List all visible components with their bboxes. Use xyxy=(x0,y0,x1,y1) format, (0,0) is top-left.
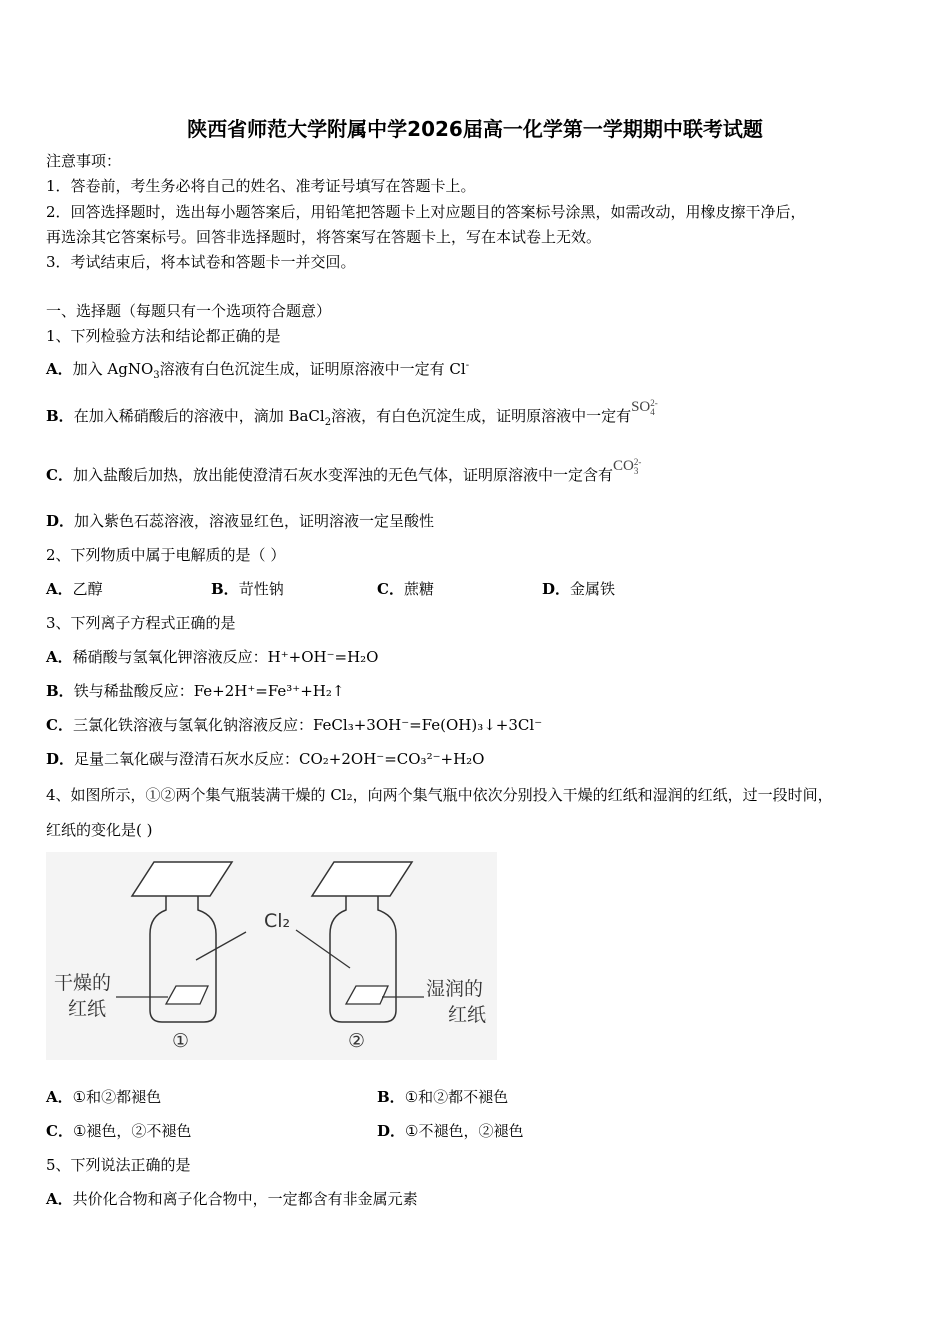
option-label: B． xyxy=(211,580,239,598)
dry-red-paper xyxy=(166,986,208,1004)
option-label: A． xyxy=(46,1088,73,1106)
option-text: ①不褪色，②褪色 xyxy=(405,1122,524,1140)
bottle-2-number: ② xyxy=(348,1030,366,1052)
pointer-line xyxy=(196,932,246,960)
chlorine-label: Cl₂ xyxy=(264,910,291,932)
option-label: D． xyxy=(46,750,75,768)
dry-paper-label-line2: 红纸 xyxy=(68,998,107,1020)
wet-paper-label-line1: 湿润的 xyxy=(426,978,484,1000)
option-text: 溶液有白色沉淀生成，证明原溶液中一定有 Cl xyxy=(159,360,466,378)
note-item: 3．考试结束后，将本试卷和答题卡一并交回。 xyxy=(46,253,356,271)
section-heading: 一、选择题（每题只有一个选项符合题意） xyxy=(46,302,332,320)
q3-option-c xyxy=(46,715,542,735)
option-label: A． xyxy=(46,1190,73,1208)
ion-subscript: 3 xyxy=(633,465,639,476)
q2-option-b xyxy=(211,579,284,599)
option-text: 稀硝酸与氢氧化钾溶液反应：H⁺+OH⁻=H₂O xyxy=(72,648,379,666)
notes-heading: 注意事项： xyxy=(46,152,122,170)
note-item: 再选涂其它答案标号。回答非选择题时，将答案写在答题卡上，写在本试卷上无效。 xyxy=(46,228,602,246)
question-3-stem: 3、下列离子方程式正确的是 xyxy=(46,614,236,632)
ion-charge: 2- xyxy=(633,456,642,467)
q4-option-b xyxy=(377,1087,508,1107)
question-5-stem: 5、下列说法正确的是 xyxy=(46,1156,191,1174)
q1-option-c xyxy=(46,456,642,486)
option-text: 加入 AgNO xyxy=(72,360,154,378)
subscript: 3 xyxy=(153,370,160,381)
option-label: C． xyxy=(46,466,73,484)
option-text: ①褪色，②不褪色 xyxy=(72,1122,192,1140)
carbonate-ion xyxy=(613,458,641,474)
option-text: 共价化合物和离子化合物中，一定都含有非金属元素 xyxy=(72,1190,418,1208)
gas-bottle-figure xyxy=(46,852,497,1060)
option-text: 金属铁 xyxy=(570,580,616,598)
option-text: ①和②都不褪色 xyxy=(404,1088,509,1106)
superscript: - xyxy=(465,360,470,371)
option-label: B． xyxy=(377,1088,405,1106)
subscript: 2 xyxy=(324,417,332,428)
q1-option-b xyxy=(46,397,658,428)
glass-cover-plate xyxy=(132,862,232,896)
glass-cover-plate xyxy=(312,862,412,896)
ion-charge: 2- xyxy=(650,397,658,408)
option-text: ①和②都褪色 xyxy=(72,1088,162,1106)
q2-option-d xyxy=(542,579,615,599)
option-label: A． xyxy=(46,648,73,666)
question-4-stem-cont: 红纸的变化是( ) xyxy=(46,821,153,839)
page-title: 陕西省师范大学附属中学2026届高一化学第一学期期中联考试题 xyxy=(187,117,763,141)
wet-paper-label-line2: 红纸 xyxy=(448,1004,487,1026)
option-label: C． xyxy=(46,1122,73,1140)
ion-formula: CO xyxy=(612,458,634,474)
q3-option-d xyxy=(46,749,484,769)
option-text: 三氯化铁溶液与氢氧化钠溶液反应：FeCl₃+3OH⁻=Fe(OH)₃↓+3Cl⁻ xyxy=(72,716,543,734)
option-text: 蔗糖 xyxy=(403,580,434,598)
question-1-stem: 1、下列检验方法和结论都正确的是 xyxy=(46,327,281,345)
ion-subscript: 4 xyxy=(650,406,655,417)
q2-option-c xyxy=(377,579,434,599)
option-text: 铁与稀盐酸反应：Fe+2H⁺=Fe³⁺+H₂↑ xyxy=(73,682,345,700)
q5-option-a xyxy=(46,1189,418,1209)
q1-option-d xyxy=(46,511,434,531)
option-label: A． xyxy=(46,360,73,378)
option-text: 在加入稀硝酸后的溶液中，滴加 BaCl xyxy=(73,407,325,425)
bottles-diagram xyxy=(46,852,497,1060)
option-label: B． xyxy=(46,682,74,700)
wet-red-paper xyxy=(346,986,388,1004)
option-label: D． xyxy=(377,1122,406,1140)
q4-option-a xyxy=(46,1087,161,1107)
q2-option-a xyxy=(46,579,103,599)
option-label: D． xyxy=(46,512,75,530)
option-text: 乙醇 xyxy=(72,580,103,598)
option-label: B． xyxy=(46,407,74,425)
option-label: C． xyxy=(377,580,404,598)
ion-formula: SO xyxy=(631,399,651,415)
note-item: 1．答卷前，考生务必将自己的姓名、准考证号填写在答题卡上。 xyxy=(46,177,476,195)
question-4-stem: 4、如图所示，①②两个集气瓶装满干燥的 Cl₂，向两个集气瓶中依次分别投入干燥的红纸和湿润的红纸，过一段时间， xyxy=(46,786,833,804)
option-label: C． xyxy=(46,716,73,734)
q1-option-a xyxy=(46,359,469,379)
bottle-1-number: ① xyxy=(172,1030,190,1052)
q3-option-a xyxy=(46,647,378,667)
q4-option-c xyxy=(46,1121,191,1141)
sulfate-ion xyxy=(631,399,658,415)
option-label: A． xyxy=(46,580,73,598)
option-label: D． xyxy=(542,580,571,598)
option-text: 加入紫色石蕊溶液，溶液显红色，证明溶液一定呈酸性 xyxy=(74,512,435,530)
pointer-line xyxy=(296,930,350,968)
dry-paper-label-line1: 干燥的 xyxy=(54,972,112,994)
option-text: 足量二氧化碳与澄清石灰水反应：CO₂+2OH⁻=CO₃²⁻+H₂O xyxy=(74,750,485,768)
option-text: 溶液，有白色沉淀生成，证明原溶液中一定有 xyxy=(331,407,632,425)
note-item: 2．回答选择题时，选出每小题答案后，用铅笔把答题卡上对应题目的答案标号涂黑，如需改动，用橡皮擦干净后， xyxy=(46,203,806,221)
option-text: 加入盐酸后加热，放出能使澄清石灰水变浑浊的无色气体，证明原溶液中一定含有 xyxy=(72,466,613,484)
q4-option-d xyxy=(377,1121,523,1141)
option-text: 苛性钠 xyxy=(238,580,284,598)
question-2-stem: 2、下列物质中属于电解质的是（ ） xyxy=(46,546,286,564)
q3-option-b xyxy=(46,681,344,701)
